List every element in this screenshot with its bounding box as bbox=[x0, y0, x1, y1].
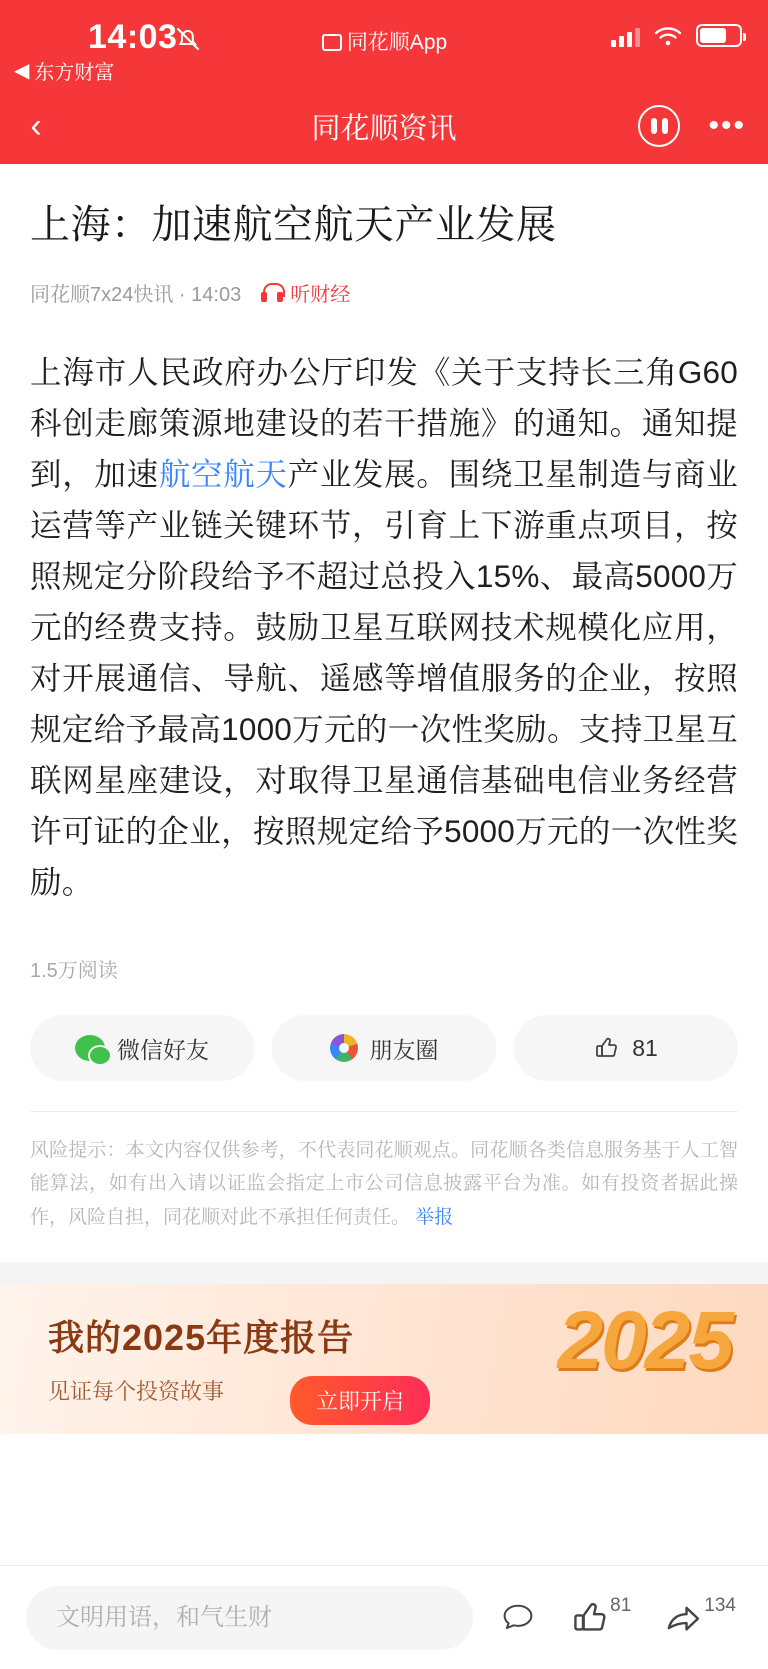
status-indicators bbox=[611, 24, 742, 47]
report-link[interactable]: 举报 bbox=[415, 1206, 454, 1228]
return-app-label: 东方财富 bbox=[34, 62, 115, 84]
return-to-app-button[interactable] bbox=[14, 56, 114, 85]
like-button[interactable] bbox=[514, 1015, 738, 1081]
chevron-left-icon: ‹ bbox=[30, 107, 42, 145]
article-headline: 上海：加速航空航天产业发展 bbox=[30, 203, 557, 247]
article-meta bbox=[30, 278, 738, 307]
article-source: 同花顺7x24快讯 · 14:03 bbox=[30, 284, 242, 306]
share-wechat-label: 微信好友 bbox=[117, 1036, 209, 1063]
like-count: 81 bbox=[632, 1034, 658, 1061]
read-count: 1.5万阅读 bbox=[30, 960, 118, 983]
article-body-part2: 产业发展。围绕卫星制造与商业运营等产业链关键环节，引育上下游重点项目，按照规定分阶段给予不超过总投入15%、最高5000万元的经费支持。鼓励卫星互联网技术规模化应用，对开展通信、导航、遥感等增值服务的企业，按照规定给予最高1000万元的一次性奖励。支持卫星互联网星座建设，对取得卫星通信基础电信业务经营许可证的企业，按照规定给予5000万元的一次性奖励。 bbox=[30, 456, 738, 901]
comment-button[interactable] bbox=[499, 1599, 537, 1637]
thumbs-up-icon bbox=[594, 1035, 620, 1061]
article-body bbox=[30, 347, 738, 908]
disclaimer bbox=[30, 1111, 738, 1234]
thumbs-up-icon bbox=[571, 1599, 609, 1637]
bottom-like-button[interactable] bbox=[571, 1594, 632, 1637]
battery-icon bbox=[696, 24, 742, 47]
page-title: 同花顺资讯 bbox=[311, 112, 457, 145]
promo-banner[interactable] bbox=[0, 1284, 768, 1434]
headset-icon bbox=[261, 283, 283, 303]
listen-button[interactable] bbox=[261, 278, 350, 307]
nav-bar bbox=[0, 88, 768, 164]
banner-title: 我的2025年度报告 bbox=[48, 1316, 355, 1358]
bottom-actions bbox=[499, 1594, 742, 1637]
banner-cta-button[interactable]: 立即开启 bbox=[290, 1376, 430, 1425]
listen-label: 听财经 bbox=[290, 284, 351, 306]
banner-subtitle: 见证每个投资故事 bbox=[48, 1378, 225, 1404]
nav-actions bbox=[638, 105, 746, 147]
status-time: 14:03 bbox=[88, 18, 178, 56]
disclaimer-text: 风险提示：本文内容仅供参考，不代表同花顺观点。同花顺各类信息服务基于人工智能算法，如有出入请以证监会指定上市公司信息披露平台为准。如有投资者据此操作，风险自担，同花顺对此不承担任何责任。 bbox=[30, 1140, 738, 1228]
share-row bbox=[30, 1015, 738, 1081]
bottom-bar bbox=[0, 1565, 768, 1669]
share-moments-button[interactable] bbox=[272, 1015, 496, 1081]
bottom-share-button[interactable] bbox=[665, 1594, 736, 1637]
status-app-name: 同花顺App bbox=[346, 31, 448, 54]
article-body-part1: 上海市人民政府办公厅印发《关于支持长三角G60科创走廊策源地建设的若干措施》的通知。通知提到，加速 bbox=[30, 354, 738, 493]
article-keyword-link[interactable]: 航空航天 bbox=[158, 456, 288, 493]
app-logo-icon bbox=[321, 31, 341, 51]
wechat-icon bbox=[75, 1035, 105, 1061]
triangle-left-icon: ◀ bbox=[14, 60, 30, 82]
share-wechat-button[interactable] bbox=[30, 1015, 254, 1081]
wechat-moments-icon bbox=[330, 1034, 358, 1062]
bottom-share-count: 134 bbox=[704, 1594, 736, 1616]
article-scroll-area[interactable] bbox=[0, 164, 768, 1565]
share-moments-label: 朋友圈 bbox=[369, 1036, 439, 1063]
more-dots-icon[interactable]: ••• bbox=[708, 109, 746, 142]
wifi-icon bbox=[654, 25, 682, 47]
article bbox=[0, 164, 768, 983]
robot-icon[interactable] bbox=[638, 105, 680, 147]
section-divider bbox=[0, 1262, 768, 1284]
signal-icon bbox=[611, 25, 640, 47]
comment-bubble-icon bbox=[499, 1599, 537, 1637]
share-arrow-icon bbox=[665, 1599, 703, 1637]
status-bar bbox=[0, 0, 768, 88]
comment-input[interactable] bbox=[26, 1586, 473, 1650]
bottom-like-count: 81 bbox=[610, 1594, 632, 1616]
banner-year: 2025 bbox=[557, 1294, 732, 1386]
